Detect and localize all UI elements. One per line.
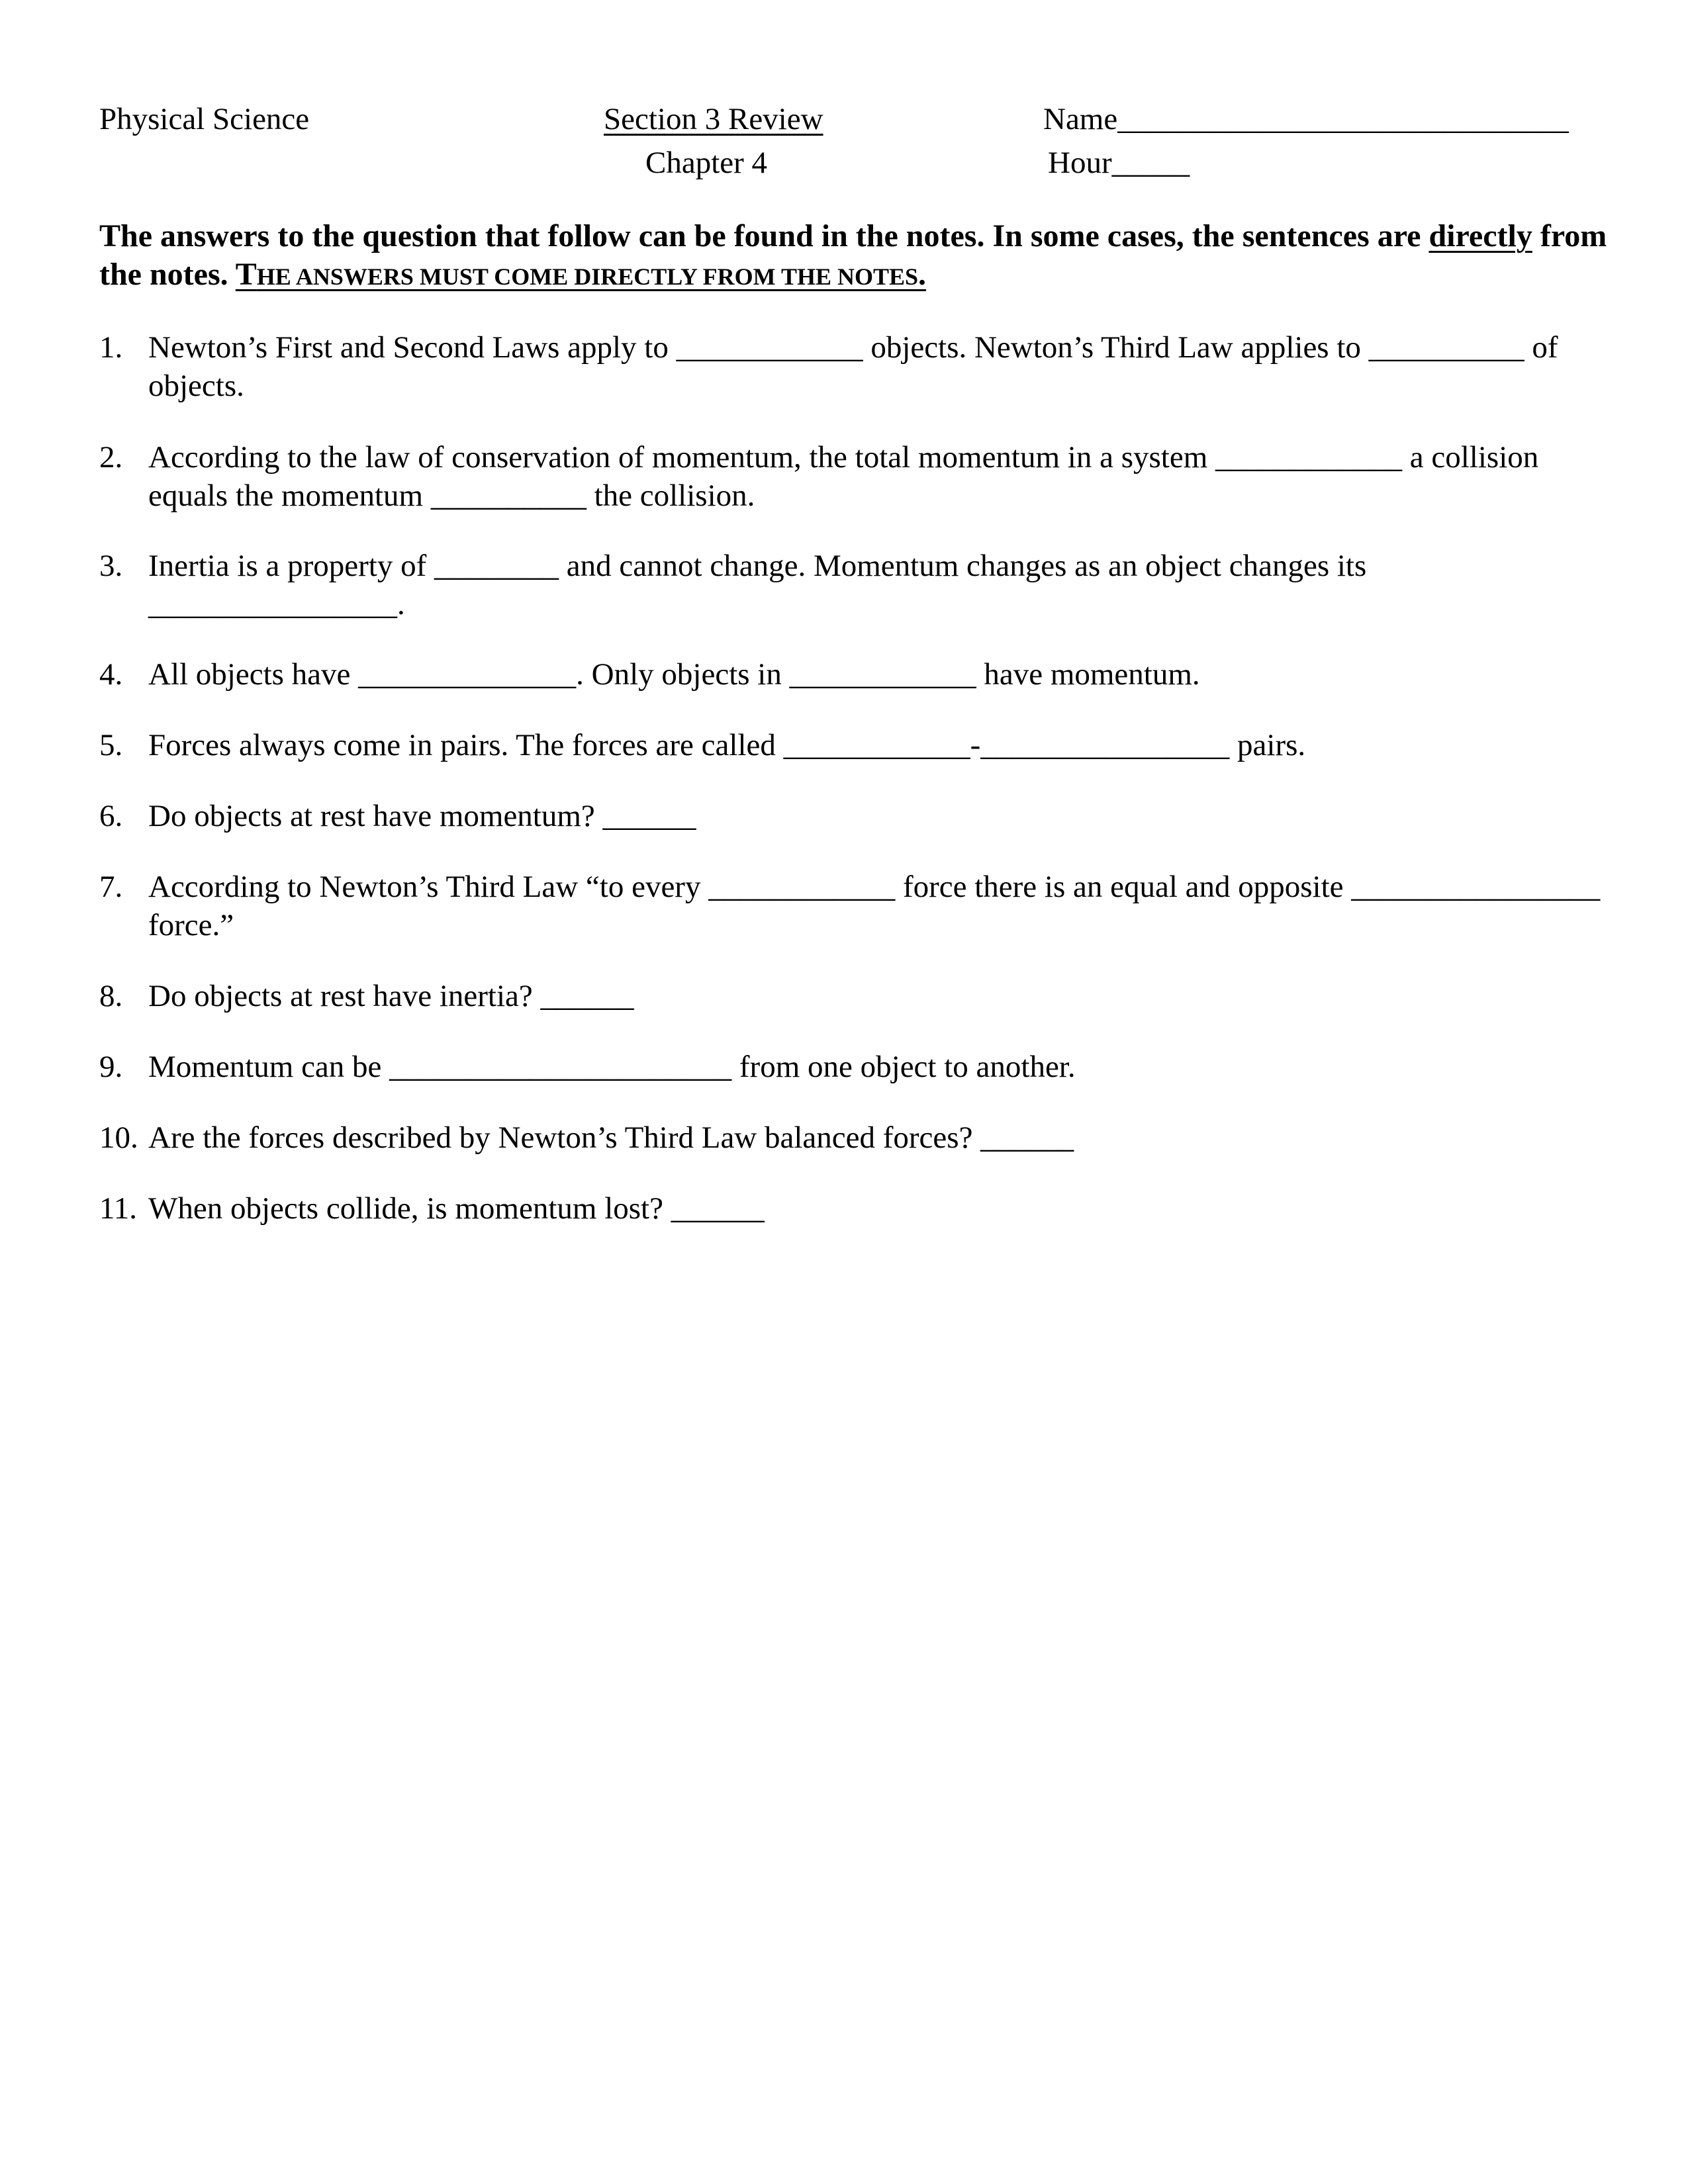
name-label: Name: [1043, 102, 1118, 136]
chapter-label: Chapter 4: [645, 146, 768, 180]
question-8: [99, 977, 1622, 1015]
question-number: 2.: [99, 440, 123, 475]
instructions-emphasis: directly: [1429, 218, 1532, 253]
instructions-part2: from the notes.: [99, 218, 1607, 292]
name-field[interactable]: [1043, 99, 1569, 139]
question-9: [99, 1048, 1622, 1086]
course-title: Physical Science: [99, 102, 310, 136]
question-number: 5.: [99, 728, 123, 762]
question-5: [99, 726, 1622, 764]
question-10: [99, 1118, 1622, 1157]
question-text: According to Newton’s Third Law “to every ____________ force there is an equal and opposite ________________ force.”: [148, 870, 1601, 942]
question-text: According to the law of conservation of momentum, the total momentum in a system ____________ a collision equals the momentum __________ the collision.: [148, 440, 1539, 513]
instructions: [99, 217, 1609, 296]
question-text: All objects have ______________. Only objects in ____________ have momentum.: [148, 657, 1200, 692]
question-number: 9.: [99, 1050, 123, 1084]
instructions-caps-note: THE ANSWERS MUST COME DIRECTLY FROM THE NOTES.: [235, 257, 927, 292]
question-2: [99, 438, 1622, 515]
hour-field[interactable]: [1048, 143, 1190, 183]
question-text: Do objects at rest have inertia? ______: [148, 979, 634, 1013]
question-text: Are the forces described by Newton’s Third Law balanced forces? ______: [148, 1120, 1074, 1155]
question-3: [99, 547, 1622, 623]
question-number: 10.: [99, 1120, 138, 1155]
question-text: Do objects at rest have momentum? ______: [148, 799, 696, 833]
question-11: [99, 1189, 1622, 1228]
hour-blank[interactable]: _____: [1111, 146, 1190, 180]
hour-label: Hour: [1048, 146, 1112, 180]
question-6: [99, 797, 1622, 835]
question-7: [99, 868, 1622, 944]
instructions-part1: The answers to the question that follow can be found in the notes. In some cases, the sentences are: [99, 218, 1429, 253]
question-number: 11.: [99, 1191, 138, 1226]
question-text: Momentum can be ______________________ from one object to another.: [148, 1050, 1076, 1084]
section-title: Section 3 Review: [604, 102, 823, 136]
question-text: Newton’s First and Second Laws apply to ____________ objects. Newton’s Third Law applies to __________ of objects.: [148, 330, 1558, 403]
name-blank[interactable]: _____________________________: [1117, 102, 1569, 136]
question-1: [99, 328, 1622, 405]
question-text: Forces always come in pairs. The forces are called ____________-________________ pairs.: [148, 728, 1306, 762]
question-text: When objects collide, is momentum lost? ______: [148, 1191, 765, 1226]
question-number: 4.: [99, 657, 123, 692]
question-number: 3.: [99, 549, 123, 583]
question-number: 7.: [99, 870, 123, 904]
question-number: 8.: [99, 979, 123, 1013]
question-4: [99, 655, 1622, 694]
question-number: 6.: [99, 799, 123, 833]
question-number: 1.: [99, 330, 123, 365]
question-text: Inertia is a property of ________ and cannot change. Momentum changes as an object changes its ________________.: [148, 549, 1367, 621]
